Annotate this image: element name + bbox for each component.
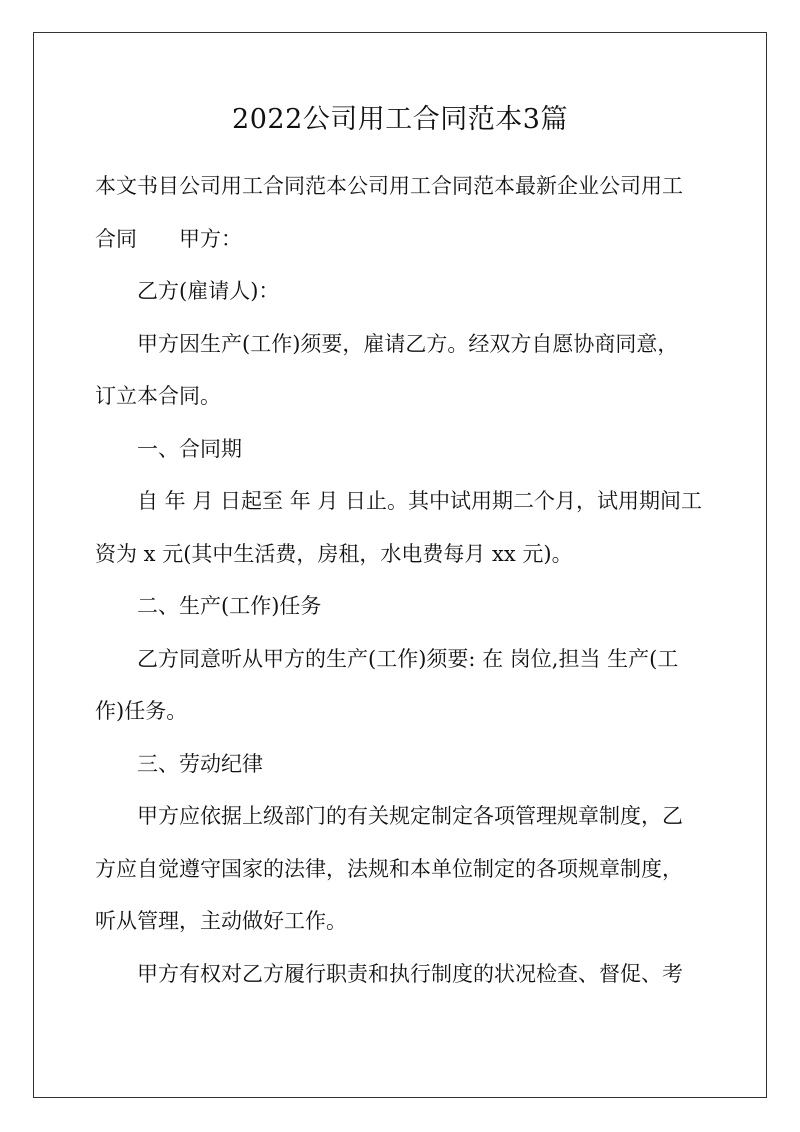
intro-line: 本文书目公司用工合同范本公司用工合同范本最新企业公司用工 — [95, 174, 683, 198]
document-body — [95, 160, 710, 1000]
paragraph-4-line-2: 方应自觉遵守国家的法律，法规和本单位制定的各项规章制度， — [95, 856, 683, 881]
paragraph-2-line-2: 资为 x 元(其中生活费，房租，水电费每月 xx 元)。 — [95, 541, 573, 566]
intro-continuation-line — [95, 213, 710, 266]
paragraph-3-line-1: 乙方同意听从甲方的生产(工作)须要: 在 岗位,担当 生产(工 — [137, 646, 679, 671]
paragraph-4-line-1: 甲方应依据上级部门的有关规定制定各项管理规章制度，乙 — [137, 804, 683, 828]
intro-continuation: 合同 — [95, 226, 137, 251]
section-heading-1: 一、合同期 — [137, 436, 242, 461]
party-b-label: 乙方(雇请人)： — [137, 279, 280, 303]
party-a-label: 甲方： — [179, 226, 242, 251]
section-heading-2: 二、生产(工作)任务 — [137, 594, 322, 618]
paragraph-1-line-2: 订立本合同。 — [95, 384, 221, 408]
paragraph-2-line-1: 自 年 月 日起至 年 月 日止。其中试用期二个月，试用期间工 — [137, 489, 703, 513]
document-title: 2022公司用工合同范本3篇 — [232, 104, 568, 135]
paragraph-5-line-1: 甲方有权对乙方履行职责和执行制度的状况检查、督促、考 — [137, 961, 683, 986]
paragraph-1-line-1: 甲方因生产(工作)须要，雇请乙方。经双方自愿协商同意， — [137, 331, 679, 356]
paragraph-4-line-3: 听从管理，主动做好工作。 — [95, 909, 347, 933]
section-heading-3: 三、劳动纪律 — [137, 751, 263, 776]
paragraph-3-line-2: 作)任务。 — [95, 699, 188, 723]
